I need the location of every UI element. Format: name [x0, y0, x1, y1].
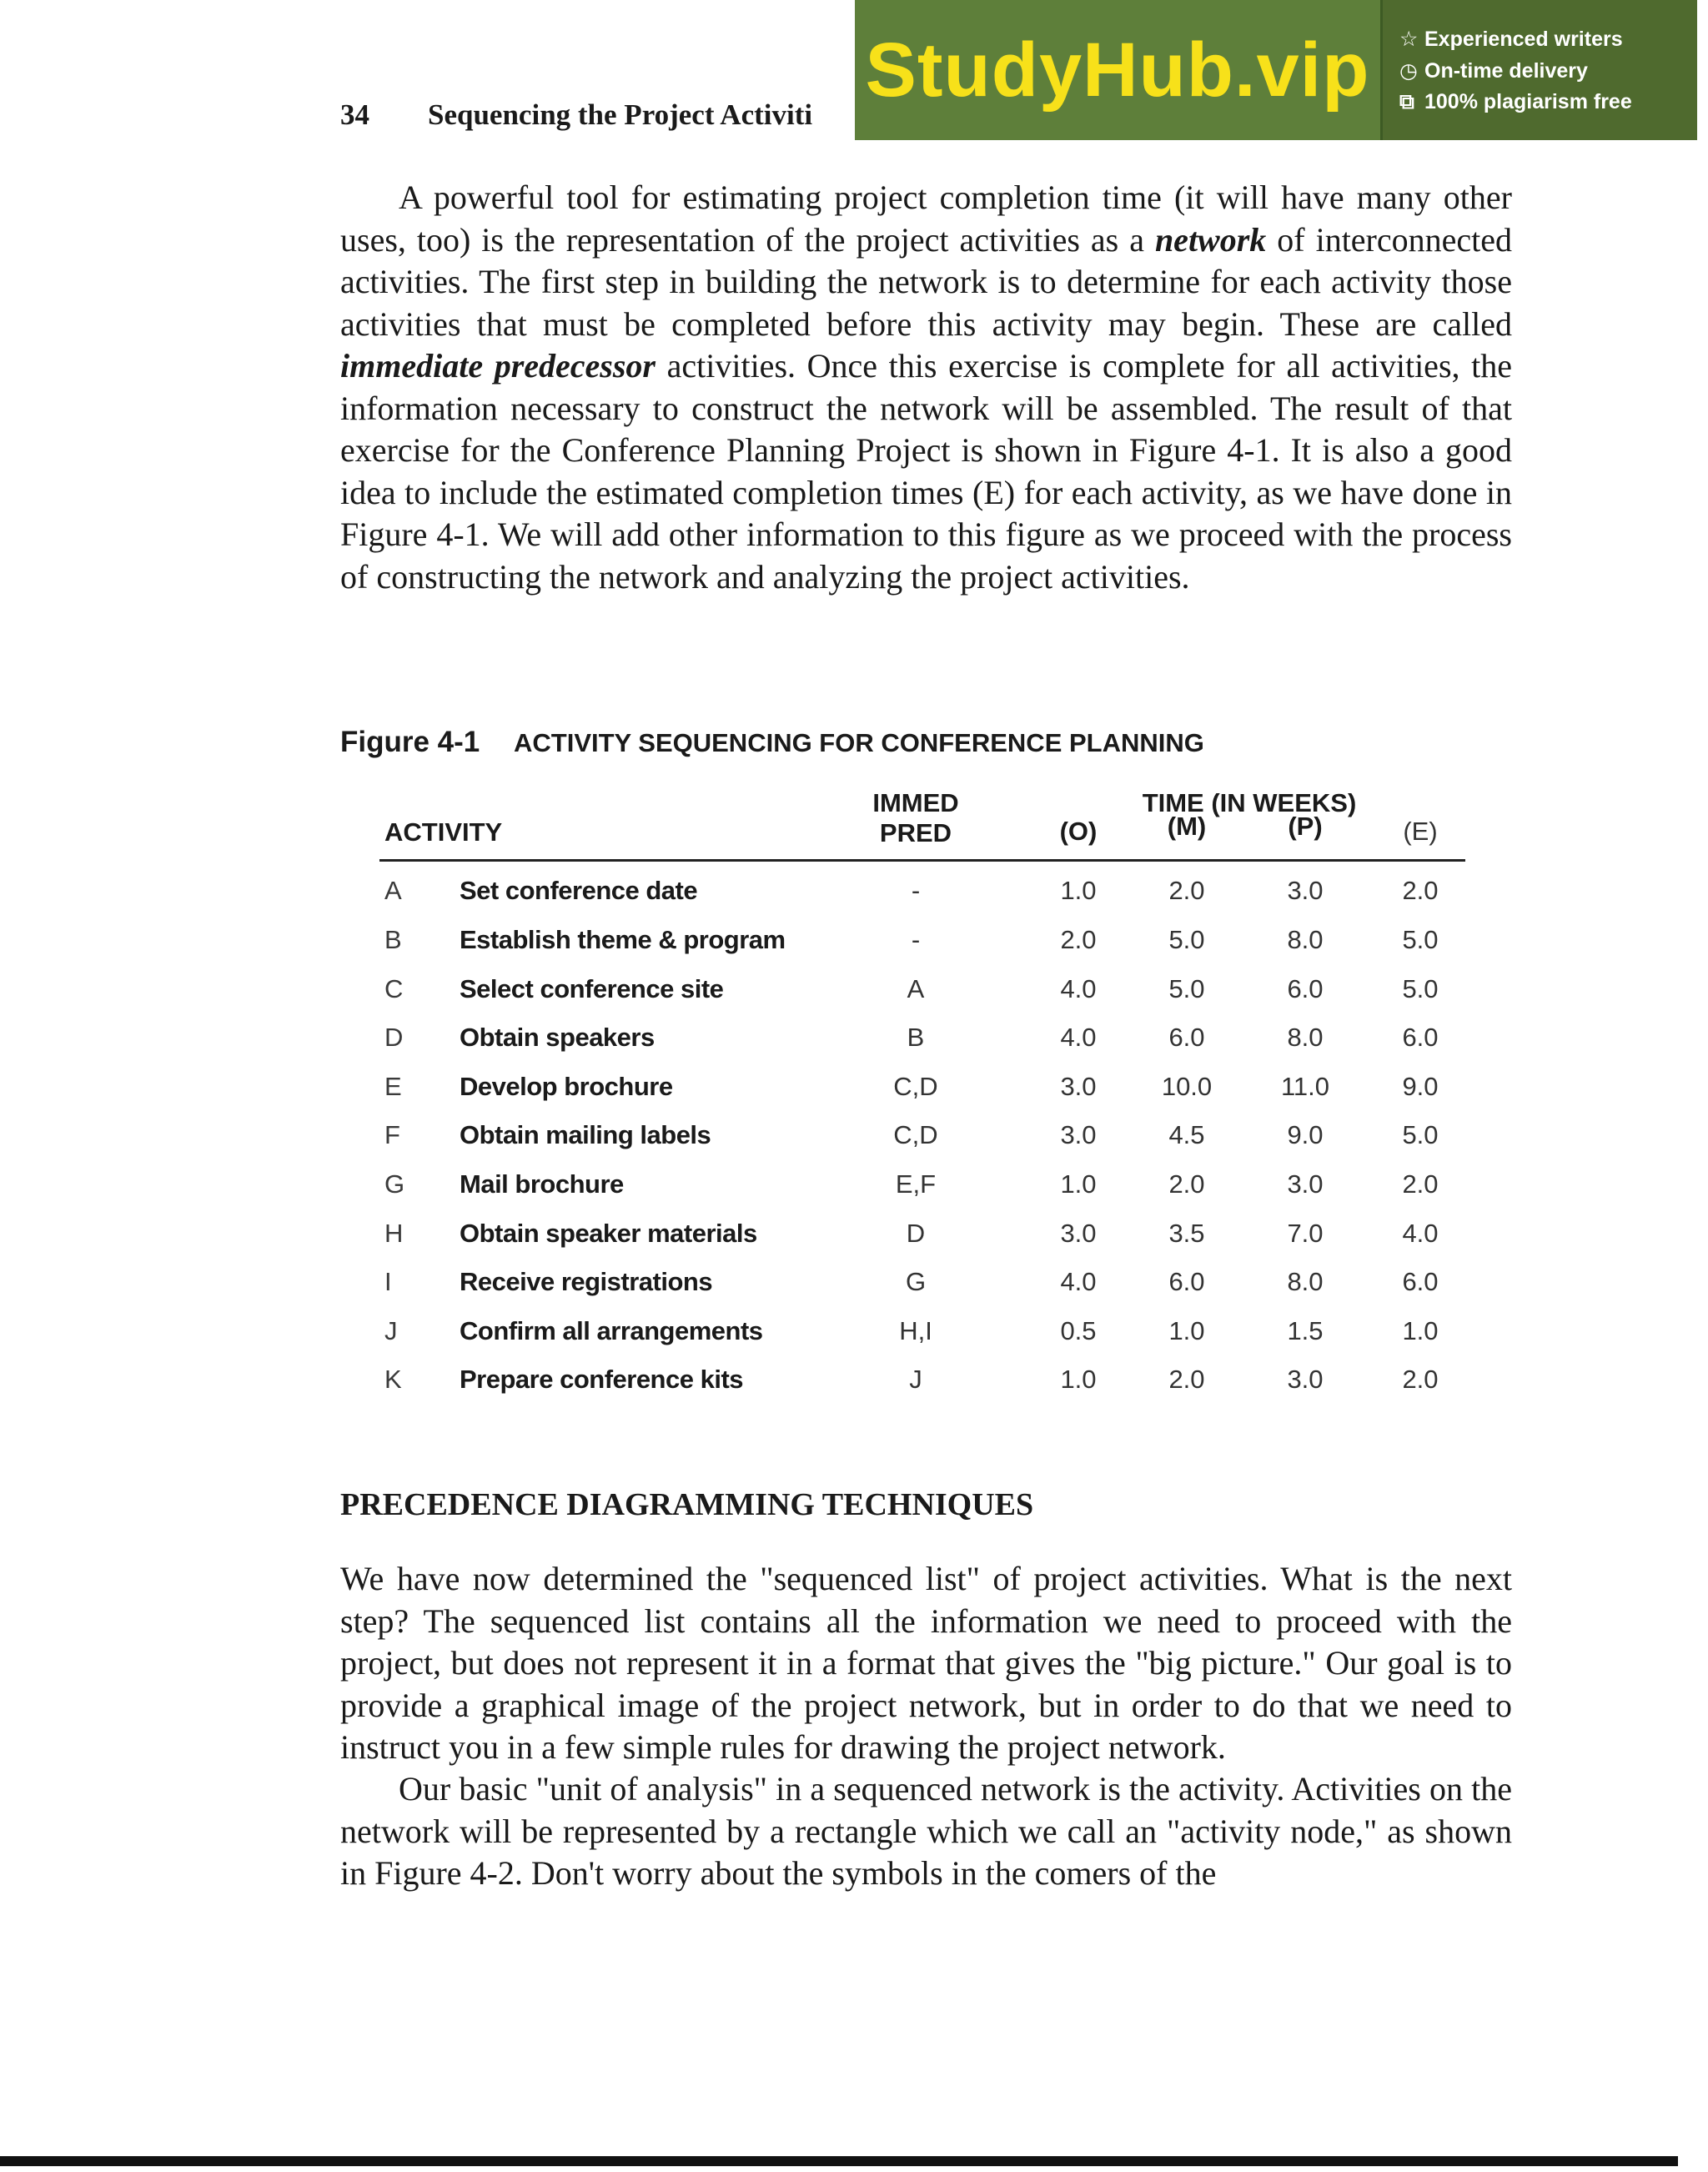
time-p: 8.0 — [1287, 1267, 1324, 1296]
term-immediate-predecessor: immediate predecessor — [340, 347, 656, 385]
header-o: (O) — [1059, 817, 1098, 846]
activity-pred: C,D — [893, 1072, 938, 1101]
activity-id: C — [384, 974, 404, 1003]
banner-brand[interactable]: StudyHub.vip — [865, 27, 1370, 113]
activity-id: J — [384, 1316, 398, 1345]
time-p: 8.0 — [1287, 1023, 1324, 1052]
time-m: 4.5 — [1168, 1120, 1205, 1149]
activity-description: Establish theme & program — [460, 925, 786, 954]
activity-id: E — [384, 1072, 402, 1101]
section-paragraph-1: We have now determined the "sequenced list" of project activities. What is the next step? The sequenced list contains all the information we need to proceed with the project, but does not represent it in a format that gives the "big picture." Our goal is to provide a graphical image of the project network, but in order to do that we need to instruct you in a few simple rules for drawing the project network. — [340, 1560, 1512, 1766]
time-m: 2.0 — [1168, 1365, 1205, 1394]
activity-description: Mail brochure — [460, 1169, 624, 1199]
time-o: 3.0 — [1060, 1120, 1097, 1149]
time-p: 1.5 — [1287, 1316, 1324, 1345]
time-e: 2.0 — [1402, 876, 1439, 905]
time-m: 6.0 — [1168, 1023, 1205, 1052]
activity-id: B — [384, 925, 402, 954]
activity-id: A — [384, 876, 402, 905]
activity-id: H — [384, 1219, 404, 1248]
activity-pred: G — [905, 1267, 927, 1296]
time-p: 11.0 — [1280, 1072, 1330, 1101]
header-time: TIME (IN WEEKS) — [1142, 788, 1357, 817]
activity-description: Develop brochure — [460, 1072, 673, 1101]
table-row — [379, 974, 1464, 1016]
time-o: 4.0 — [1060, 1267, 1097, 1296]
time-o: 4.0 — [1060, 1023, 1097, 1052]
table-row — [379, 1219, 1464, 1260]
time-p: 3.0 — [1287, 1169, 1324, 1199]
page-number: 34 — [340, 98, 369, 131]
section-heading: PRECEDENCE DIAGRAMMING TECHNIQUES — [340, 1487, 1034, 1522]
activity-description: Confirm all arrangements — [460, 1316, 763, 1345]
time-o: 0.5 — [1060, 1316, 1097, 1345]
studyhub-banner[interactable] — [855, 0, 1697, 140]
figure-caption — [340, 726, 1204, 759]
time-e: 6.0 — [1402, 1023, 1439, 1052]
activity-pred: D — [906, 1219, 926, 1248]
time-p: 8.0 — [1287, 925, 1324, 954]
time-e: 1.0 — [1402, 1316, 1439, 1345]
header-rule — [379, 859, 1465, 862]
time-m: 2.0 — [1168, 1169, 1205, 1199]
activity-pred: - — [911, 925, 921, 954]
time-o: 1.0 — [1060, 1365, 1097, 1394]
header-activity: ACTIVITY — [384, 817, 503, 847]
time-o: 2.0 — [1060, 925, 1097, 954]
page-header — [340, 98, 812, 132]
activity-description: Select conference site — [460, 974, 724, 1003]
activity-id: D — [384, 1023, 404, 1052]
time-o: 3.0 — [1060, 1219, 1097, 1248]
time-e: 9.0 — [1402, 1072, 1439, 1101]
time-o: 1.0 — [1060, 876, 1097, 905]
time-p: 3.0 — [1287, 1365, 1324, 1394]
time-o: 4.0 — [1060, 974, 1097, 1003]
table-row — [379, 1023, 1464, 1064]
activity-description: Prepare conference kits — [460, 1365, 744, 1394]
time-o: 3.0 — [1060, 1072, 1097, 1101]
header-e: (E) — [1403, 817, 1438, 846]
banner-feature: ☆ Experienced writers — [1399, 27, 1623, 51]
table-row — [379, 1072, 1464, 1114]
time-m: 1.0 — [1168, 1316, 1205, 1345]
header-pred: PRED — [879, 818, 952, 847]
time-e: 6.0 — [1402, 1267, 1439, 1296]
header-immed: IMMED — [872, 788, 959, 817]
time-p: 6.0 — [1287, 974, 1324, 1003]
page-bottom-rule — [0, 2156, 1678, 2166]
time-e: 4.0 — [1402, 1219, 1439, 1248]
activity-pred: A — [907, 974, 925, 1003]
time-e: 5.0 — [1402, 974, 1439, 1003]
time-e: 5.0 — [1402, 1120, 1439, 1149]
clock-icon: ◷ — [1399, 58, 1418, 83]
table-row — [379, 1169, 1464, 1211]
activity-pred: B — [907, 1023, 925, 1052]
table-row — [379, 1267, 1464, 1309]
table-row — [379, 1316, 1464, 1358]
time-m: 10.0 — [1161, 1072, 1213, 1101]
time-p: 3.0 — [1287, 876, 1324, 905]
time-e: 2.0 — [1402, 1365, 1439, 1394]
time-e: 2.0 — [1402, 1169, 1439, 1199]
time-m: 5.0 — [1168, 925, 1205, 954]
time-m: 6.0 — [1168, 1267, 1205, 1296]
copy-icon: ⧉ — [1399, 89, 1414, 113]
star-icon: ☆ — [1399, 27, 1419, 51]
activity-description: Obtain speakers — [460, 1023, 655, 1052]
activity-pred: J — [909, 1365, 922, 1394]
activity-description: Obtain speaker materials — [460, 1219, 757, 1248]
activity-pred: H,I — [899, 1316, 932, 1345]
table-row — [379, 1365, 1464, 1406]
activity-pred: E,F — [895, 1169, 937, 1199]
table-row — [379, 1120, 1464, 1162]
time-p: 9.0 — [1287, 1120, 1324, 1149]
activity-id: G — [384, 1169, 405, 1199]
time-e: 5.0 — [1402, 925, 1439, 954]
table-row — [379, 925, 1464, 967]
header-m: (M) — [1167, 812, 1207, 841]
intro-paragraph: A powerful tool for estimating project completion time (it will have many other uses, too) is the representation of the project activities as a network of interconnected activities. The first step in building the network is to determine for each activity those activities that must be completed before this activity may begin. These are called immediate predecessor activities. Once this exercise is complete for all activities, the information necessary to construct the network will be assembled. The result of that exercise for the Conference Planning Project is shown in Figure 4-1. It is also a good idea to include the estimated completion times (E) for each activity, as we have done in Figure 4-1. We will add other information to this figure as we proceed with the process of constructing the network and analyzing the project activities. — [340, 178, 1513, 596]
time-p: 7.0 — [1287, 1219, 1324, 1248]
time-m: 5.0 — [1168, 974, 1205, 1003]
banner-feature: ◷ On-time delivery — [1399, 58, 1588, 83]
banner-feature-list — [1383, 0, 1697, 140]
activity-id: F — [384, 1120, 400, 1149]
activity-description: Set conference date — [460, 876, 698, 905]
running-title: Sequencing the Project Activiti — [428, 98, 813, 131]
activity-id: I — [384, 1267, 392, 1296]
banner-feature: ⧉ 100% plagiarism free — [1399, 89, 1632, 113]
figure-title: ACTIVITY SEQUENCING FOR CONFERENCE PLANNING — [514, 728, 1204, 757]
time-m: 3.5 — [1168, 1219, 1205, 1248]
activity-description: Obtain mailing labels — [460, 1120, 711, 1149]
activity-description: Receive registrations — [460, 1267, 713, 1296]
time-o: 1.0 — [1060, 1169, 1097, 1199]
table-row — [379, 876, 1464, 918]
activity-pred: - — [911, 876, 921, 905]
header-p: (P) — [1288, 812, 1323, 841]
time-m: 2.0 — [1168, 876, 1205, 905]
activity-id: K — [384, 1365, 402, 1394]
term-network: network — [1154, 220, 1267, 259]
section-paragraph-2: Our basic "unit of analysis" in a sequenced network is the activity. Activities on the network will be represented by a rectangle which we call an "activity node," as shown in Figure 4-2. Don't worry about the symbols in the comers of the — [340, 1770, 1512, 1892]
activity-pred: C,D — [893, 1120, 938, 1149]
figure-label: Figure 4-1 — [340, 726, 480, 758]
